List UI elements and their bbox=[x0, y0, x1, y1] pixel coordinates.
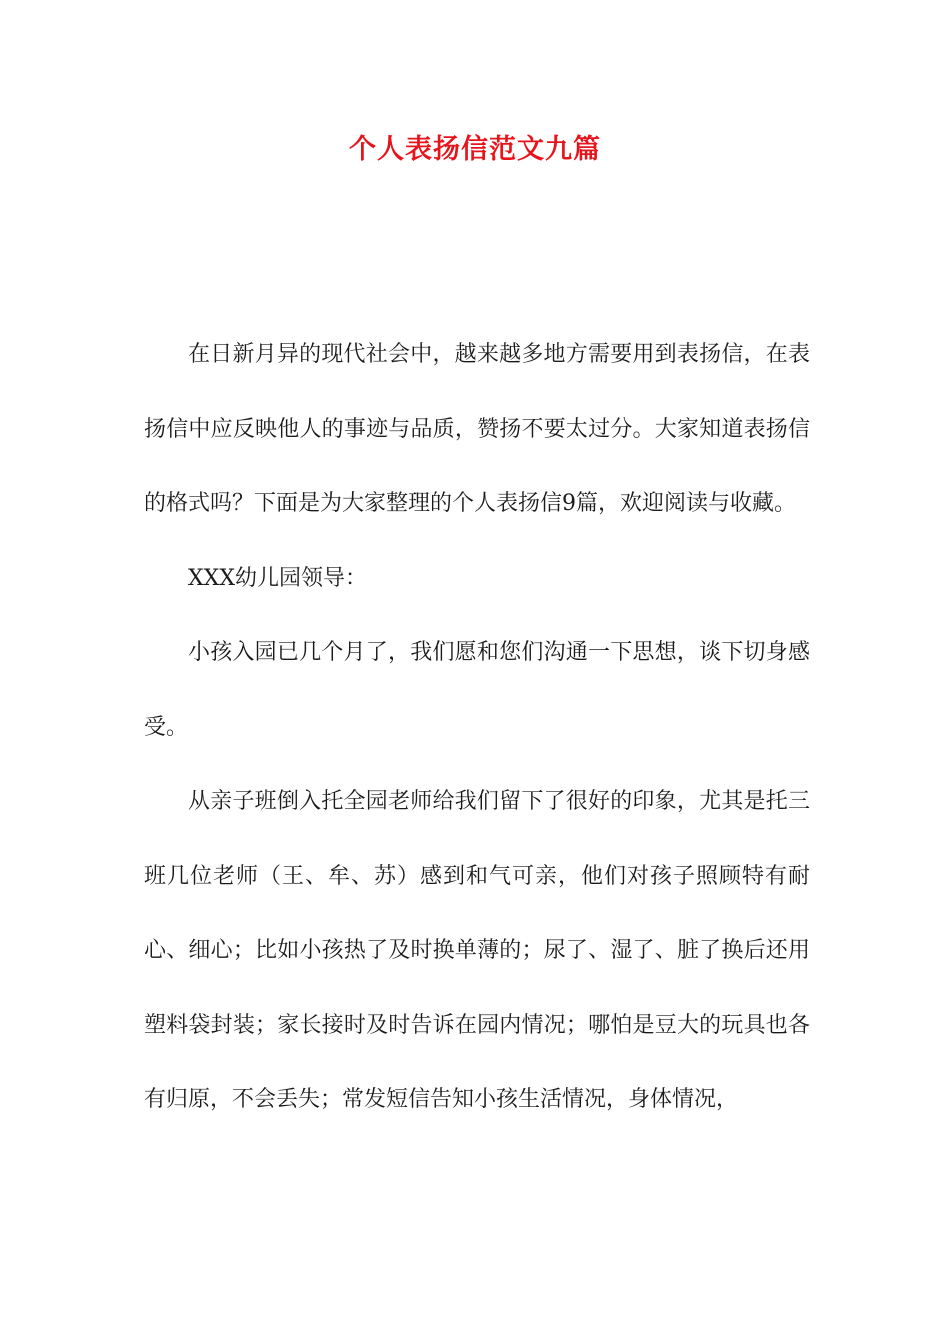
paragraph-intro: 在日新月异的现代社会中，越来越多地方需要用到表扬信，在表扬信中应反映他人的事迹与品质，赞扬不要太过分。大家知道表扬信的格式吗？下面是为大家整理的个人表扬信9篇，欢迎阅读与收藏。 bbox=[144, 342, 810, 516]
paragraph-opening: 小孩入园已几个月了，我们愿和您们沟通一下思想，谈下切身感受。 bbox=[144, 640, 810, 740]
document-title: 个人表扬信范文九篇 bbox=[349, 134, 601, 165]
paragraph-praise: 从亲子班倒入托全园老师给我们留下了很好的印象，尤其是托三班几位老师（王、牟、苏）感到和气可亲，他们对孩子照顾特有耐心、细心；比如小孩热了及时换单薄的；尿了、湿了、脏了换后还用塑料袋封装；家长接时及时告诉在园内情况；哪怕是豆大的玩具也各有归原，不会丢失；常发短信告知小孩生活情况，身体情况， bbox=[144, 789, 810, 1112]
document-body bbox=[144, 318, 810, 1138]
paragraph-salutation: XXX幼儿园领导： bbox=[188, 565, 367, 591]
